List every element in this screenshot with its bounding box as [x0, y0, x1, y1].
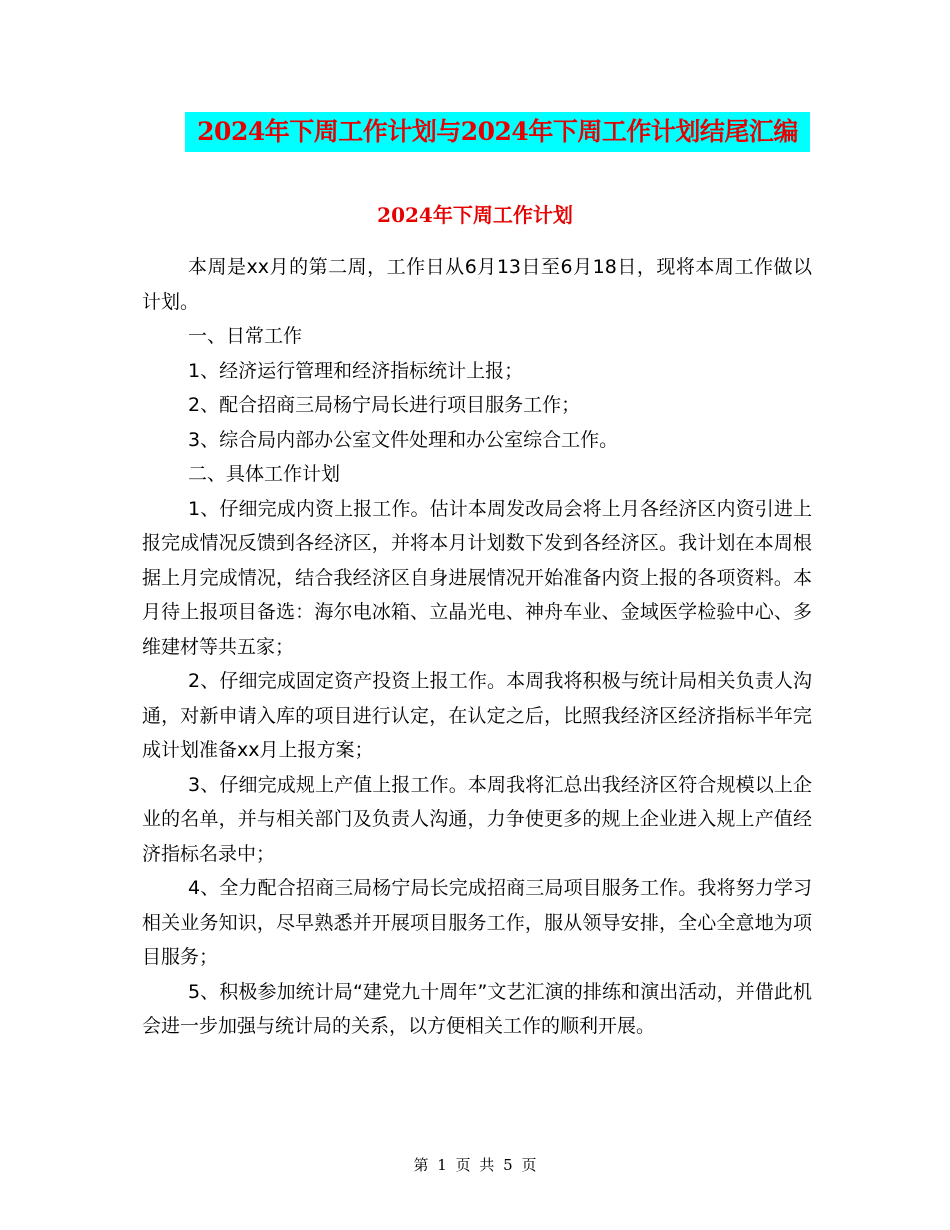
paragraph: 1、仔细完成内资上报工作。估计本周发改局会将上月各经济区内资引进上报完成情况反馈到各经济区，并将本月计划数下发到各经济区。我计划在本周根据上月完成情况，结合我经济区自身进展情况开始准备内资上报的各项资料。本月待上报项目备选：海尔电冰箱、立晶光电、神舟车业、金域医学检验中心、多维建材等共五家；	[142, 497, 812, 658]
paragraph: 4、全力配合招商三局杨宁局长完成招商三局项目服务工作。我将努力学习相关业务知识，尽早熟悉并开展项目服务工作，服从领导安排，全心全意地为项目服务；	[142, 877, 812, 968]
paragraph: 2、配合招商三局杨宁局长进行项目服务工作；	[188, 394, 581, 416]
document-body	[142, 250, 812, 1044]
paragraph: 3、仔细完成规上产值上报工作。本周我将汇总出我经济区符合规模以上企业的名单，并与相关部门及负责人沟通，力争使更多的规上企业进入规上产值经济指标名录中；	[142, 773, 812, 865]
paragraph: 5、积极参加统计局“建党九十周年”文艺汇演的排练和演出活动，并借此机会进一步加强与统计局的关系，以方便相关工作的顺利开展。	[142, 980, 812, 1037]
paragraph: 3、综合局内部办公室文件处理和办公室综合工作。	[188, 428, 619, 451]
paragraph: 1、经济运行管理和经济指标统计上报；	[188, 359, 524, 382]
page-footer: 第 1 页 共 5 页	[413, 1156, 537, 1174]
paragraph: 本周是xx月的第二周，工作日从6月13日至6月18日，现将本周工作做以计划。	[142, 256, 812, 313]
paragraph: 二、具体工作计划	[188, 463, 341, 485]
document-title: 2024年下周工作计划与2024年下周工作计划结尾汇编	[185, 112, 810, 152]
section-title: 2024年下周工作计划	[377, 203, 573, 227]
paragraph: 2、仔细完成固定资产投资上报工作。本周我将积极与统计局相关负责人沟通，对新申请入库的项目进行认定，在认定之后，比照我经济区经济指标半年完成计划准备xx月上报方案；	[142, 670, 812, 761]
paragraph: 一、日常工作	[188, 325, 303, 347]
